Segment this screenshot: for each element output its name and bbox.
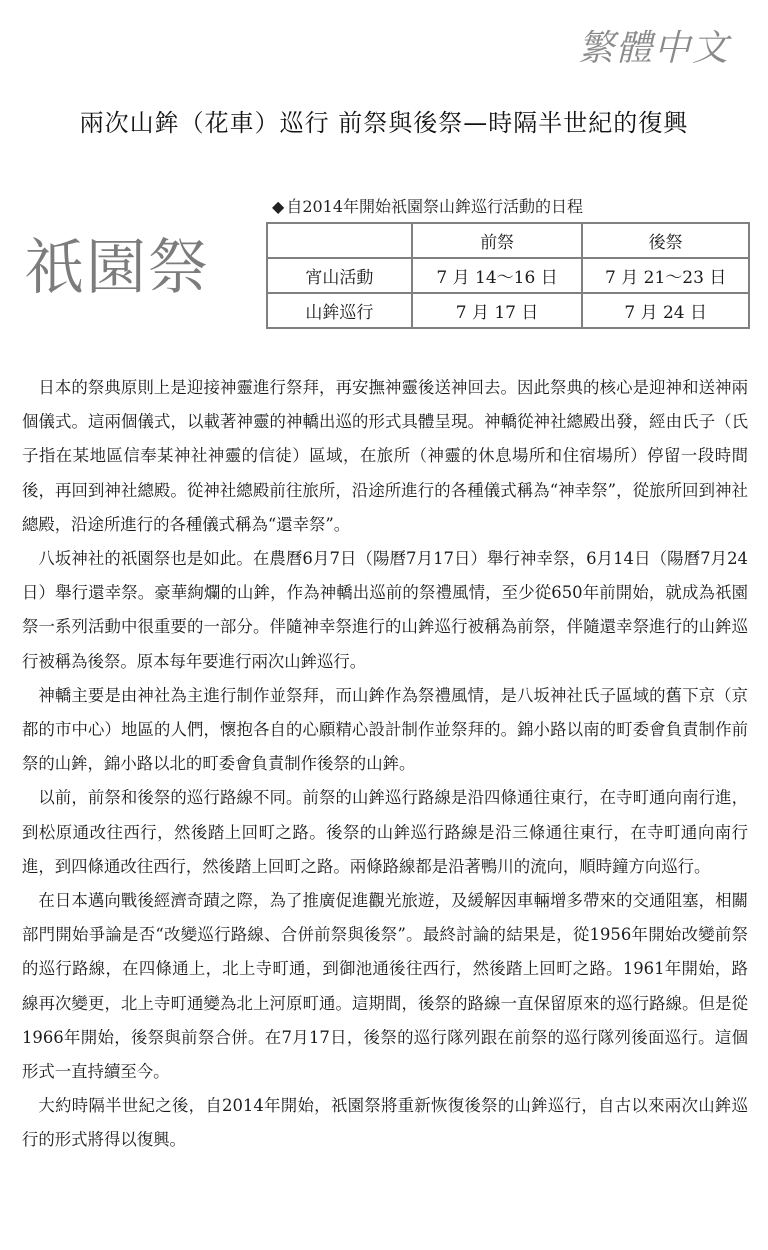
schedule-cell-ato: 7 月 21～23 日: [582, 258, 749, 293]
body-paragraph: 大約時隔半世紀之後，自2014年開始，祇園祭將重新恢復後祭的山鉾巡行，自古以來兩次山鉾巡行的形式將得以復興。: [22, 1096, 748, 1150]
schedule-cell-mae: 7 月 17 日: [412, 293, 583, 328]
schedule-row: [267, 258, 749, 293]
schedule-row-label: 宵山活動: [267, 258, 412, 293]
schedule-cell-mae: 7 月 14～16 日: [412, 258, 583, 293]
body-paragraph: 在日本邁向戰後經濟奇蹟之際，為了推廣促進觀光旅遊，及緩解因車輛增多帶來的交通阻塞，相關部門開始爭論是否“改變巡行路線、合併前祭與後祭”。最終討論的結果是，從1956年開始改變前祭的巡行路線，在四條通上，北上寺町通，到御池通後往西行，然後踏上回町之路。1961年開始，路線再次變更，北上寺町通變為北上河原町通。這期間，後祭的路線一直保留原來的巡行路線。但是從1966年開始，後祭與前祭合併。在7月17日，後祭的巡行隊列跟在前祭的巡行隊列後面巡行。這個形式一直持續至今。: [22, 891, 748, 1082]
language-label: 繁體中文: [577, 28, 730, 69]
body-paragraph: 八坂神社的祇園祭也是如此。在農曆6月7日（陽曆7月17日）舉行神幸祭，6月14日（陽曆7月24日）舉行還幸祭。豪華絢爛的山鉾，作為神轎出巡前的祭禮風情，至少從650年前開始，就成為祇園祭一系列活動中很重要的一部分。伴隨神幸祭進行的山鉾巡行被稱為前祭，伴隨還幸祭進行的山鉾巡行被稱為後祭。原本每年要進行兩次山鉾巡行。: [22, 549, 748, 671]
page-title: 兩次山鉾（花車）巡行 前祭與後祭—時隔半世紀的復興: [79, 109, 689, 137]
body-paragraph: 以前，前祭和後祭的巡行路線不同。前祭的山鉾巡行路線是沿四條通往東行，在寺町通向南行進，到松原通改往西行，然後踏上回町之路。後祭的山鉾巡行路線是沿三條通往東行，在寺町通向南行進，到四條通改往西行，然後踏上回町之路。兩條路線都是沿著鴨川的流向，順時鐘方向巡行。: [22, 788, 748, 876]
schedule-caption: [272, 194, 583, 217]
body-paragraph: 神轎主要是由神社為主進行制作並祭拜，而山鉾作為祭禮風情，是八坂神社氏子區域的舊下京（京都的市中心）地區的人們，懷抱各自的心願精心設計制作並祭拜的。錦小路以南的町委會負責制作前祭的山鉾，錦小路以北的町委會負責制作後祭的山鉾。: [22, 685, 748, 774]
schedule-header-ato: 後祭: [582, 223, 749, 258]
body-paragraph: 日本的祭典原則上是迎接神靈進行祭拜，再安撫神靈後送神回去。因此祭典的核心是迎神和送神兩個儀式。這兩個儀式，以載著神靈的神轎出巡的形式具體呈現。神轎從神社總殿出發，經由氏子（氏子指在某地區信奉某神社神靈的信徒）區域，在旅所（神靈的休息場所和住宿場所）停留一段時間後，再回到神社總殿。從神社總殿前往旅所，沿途所進行的各種儀式稱為“神幸祭”，從旅所回到神社總殿，沿途所進行的各種儀式稱為“還幸祭”。: [22, 378, 748, 534]
article-body: [22, 371, 748, 1158]
schedule-caption-text: 自2014年開始祇園祭山鉾巡行活動的日程: [286, 197, 584, 216]
schedule-header-row: [267, 223, 749, 258]
schedule-table: [266, 222, 750, 329]
festival-name-heading: 祇園祭: [24, 233, 210, 303]
schedule-row-label: 山鉾巡行: [267, 293, 412, 328]
schedule-cell-ato: 7 月 24 日: [582, 293, 749, 328]
schedule-header-empty: [267, 223, 412, 258]
schedule-row: [267, 293, 749, 328]
diamond-bullet-icon: ◆: [272, 197, 285, 216]
schedule-header-mae: 前祭: [412, 223, 583, 258]
